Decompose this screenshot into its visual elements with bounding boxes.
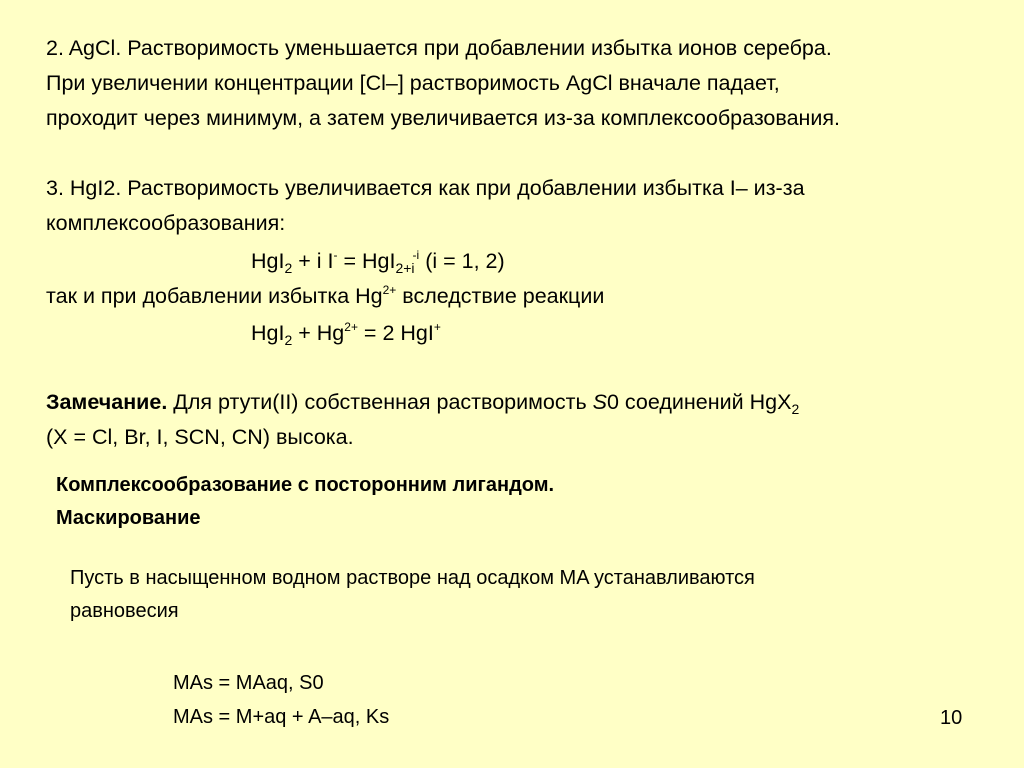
eq1-part-b: + i I: [292, 249, 334, 273]
equation-hgi2-mercury: [251, 320, 441, 346]
remark-text: Для ртути(II) собственная растворимость: [167, 390, 593, 414]
remark-label: Замечание.: [46, 390, 168, 414]
eq2-part-c: = 2 HgI: [357, 321, 434, 345]
eq1-sup-b: -: [333, 248, 338, 262]
p3-line-3: [46, 283, 604, 309]
remark-x-sub: 2: [791, 401, 800, 417]
remark-s-rest: 0 соединений HgX: [607, 390, 792, 414]
equation-hgi2-iodide: [251, 248, 505, 274]
equilibrium-equation-1: MAs = MAaq, S0: [173, 672, 324, 694]
p2-line-3: проходит через минимум, а затем увеличивается из-за комплексообразования.: [46, 106, 841, 130]
p3-line-3-rest: вследствие реакции: [396, 284, 605, 308]
remark-line-2: (X = Cl, Br, I, SCN, CN) высока.: [46, 425, 354, 449]
eq2-sup-b: 2+: [344, 320, 358, 334]
page-number: 10: [940, 707, 963, 729]
eq2-sub-a: 2: [284, 332, 293, 348]
intro-line-1: Пусть в насыщенном водном растворе над осадком MA устанавливаются: [70, 567, 755, 589]
p3-line-3-sup: 2+: [382, 283, 397, 297]
remark-s-symbol: S: [592, 390, 607, 414]
section-heading-line-1: Комплексообразование с посторонним лигандом.: [56, 474, 555, 496]
intro-line-2: равновесия: [70, 600, 179, 622]
p3-line-1: 3. HgI2. Растворимость увеличивается как при добавлении избытка I– из-за: [46, 176, 805, 200]
eq1-sub-a: 2: [284, 260, 293, 276]
eq2-sup-c: +: [433, 320, 441, 334]
p2-line-2: При увеличении концентрации [Cl–] растворимость AgCl вначале падает,: [46, 71, 780, 95]
p3-line-3-text: так и при добавлении избытка Hg: [46, 284, 383, 308]
eq1-part-a: HgI: [251, 249, 285, 273]
eq2-part-a: HgI: [251, 321, 285, 345]
p3-line-2: комплексообразования:: [46, 211, 286, 235]
remark-line-1: [46, 389, 799, 415]
p2-line-1: 2. AgCl. Растворимость уменьшается при добавлении избытка ионов серебра.: [46, 36, 832, 60]
eq1-sub-c: 2+i: [395, 260, 415, 276]
equilibrium-equation-2: MAs = M+aq + A–aq, Ks: [173, 706, 390, 728]
section-heading-line-2: Маскирование: [56, 507, 201, 529]
eq1-part-d: (i = 1, 2): [419, 249, 505, 273]
eq1-sup-c: -i: [412, 248, 420, 262]
eq2-part-b: + Hg: [292, 321, 345, 345]
eq1-part-c: = HgI: [337, 249, 396, 273]
